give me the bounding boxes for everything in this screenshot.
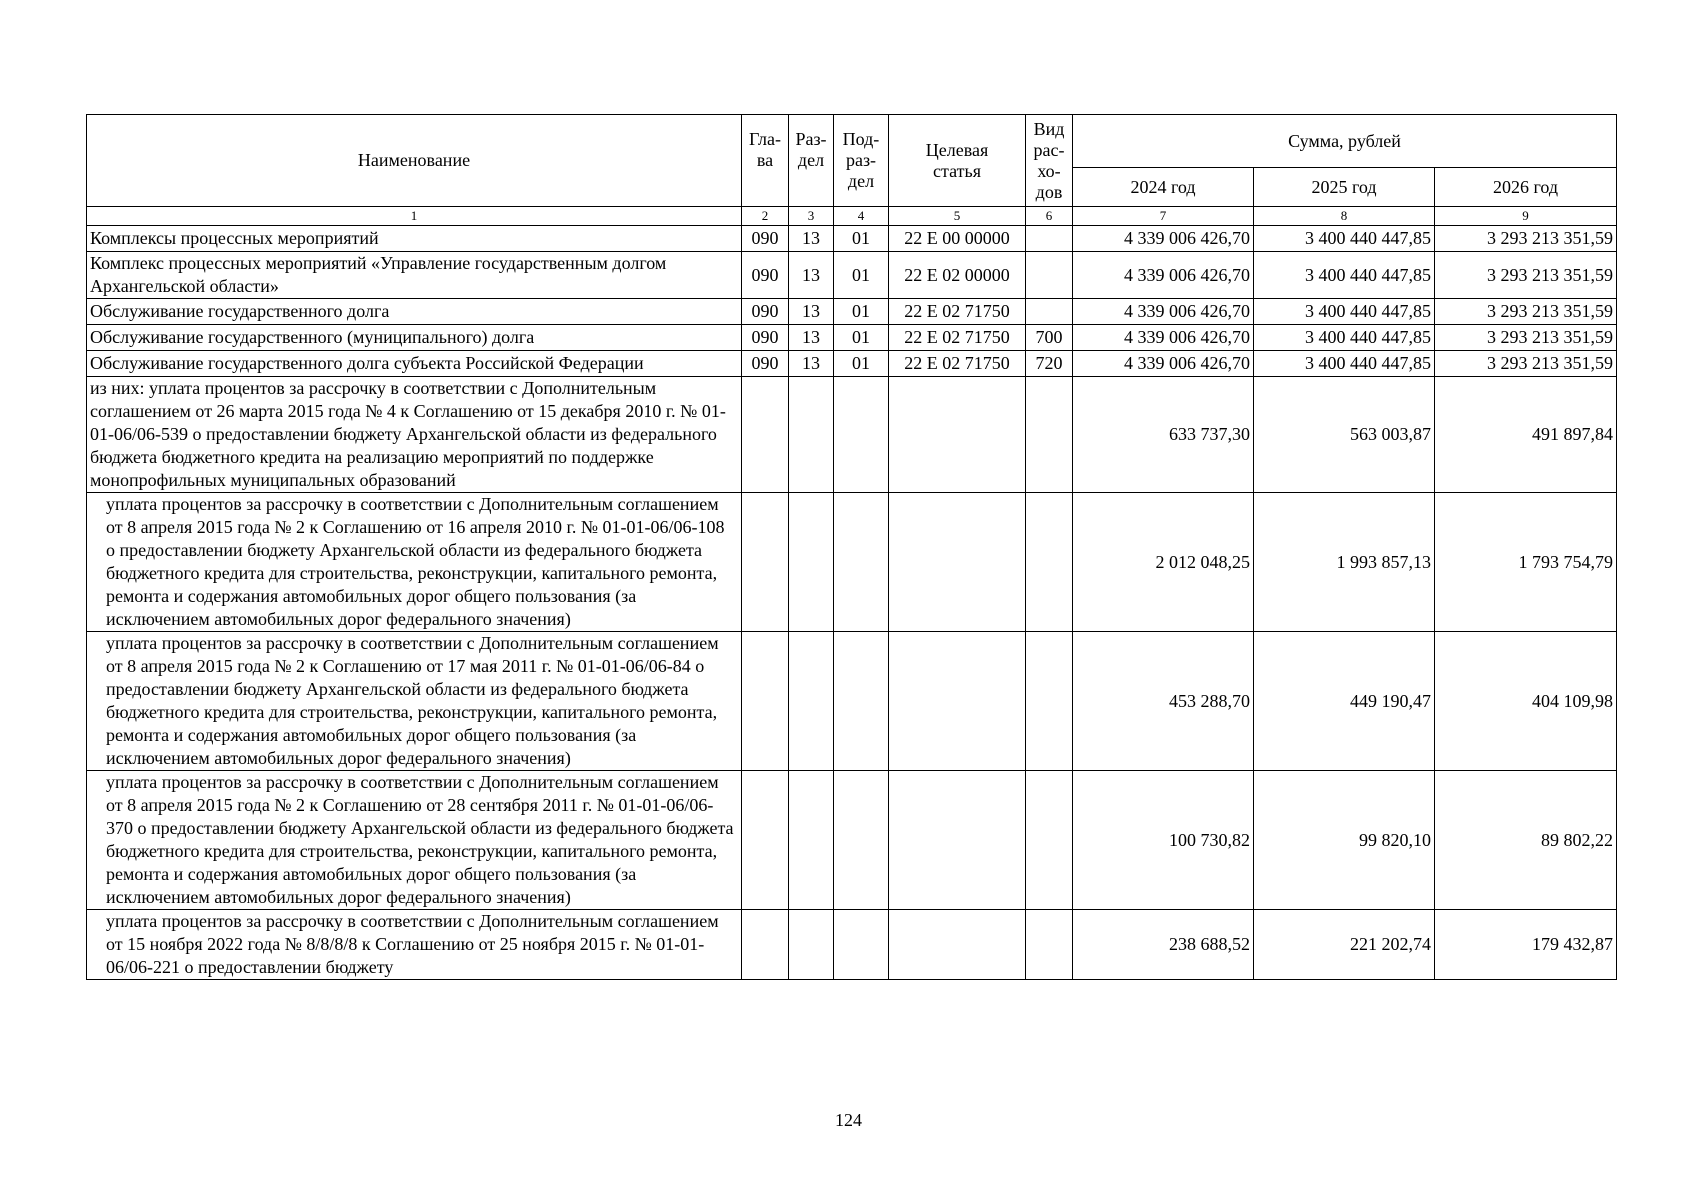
row-sum-2026: 89 802,22	[1435, 771, 1617, 910]
row-sum-2024: 4 339 006 426,70	[1073, 226, 1254, 252]
row-glava: 090	[742, 252, 789, 299]
table-row	[87, 493, 1617, 632]
row-razdel	[789, 771, 834, 910]
row-celevaya: 22 Е 02 71750	[889, 325, 1026, 351]
row-glava	[742, 632, 789, 771]
row-sum-2024: 4 339 006 426,70	[1073, 252, 1254, 299]
row-name: Комплекс процессных мероприятий «Управление государственным долгом Архангельской области»	[87, 252, 742, 299]
row-podrazdel	[834, 910, 889, 980]
row-razdel: 13	[789, 226, 834, 252]
row-name: уплата процентов за рассрочку в соответствии с Дополнительным соглашением от 8 апреля 2015 года № 2 к Соглашению от 28 сентября 2011 г. № 01-01-06/06-370 о предоставлении бюджету Архангельской области из федерального бюджета бюджетного кредита для строительства, реконструкции, капитального ремонта, ремонта и содержания автомобильных дорог общего пользования (за исключением автомобильных дорог федерального значения)	[87, 771, 742, 910]
row-sum-2024: 100 730,82	[1073, 771, 1254, 910]
row-celevaya	[889, 493, 1026, 632]
row-razdel: 13	[789, 252, 834, 299]
row-name: уплата процентов за рассрочку в соответствии с Дополнительным соглашением от 15 ноября 2022 года № 8/8/8/8 к Соглашению от 25 ноября 2015 г. № 01-01-06/06-221 о предоставлении бюджету	[87, 910, 742, 980]
header-summa: Сумма, рублей	[1073, 115, 1617, 168]
row-vid: 700	[1026, 325, 1073, 351]
row-name: уплата процентов за рассрочку в соответствии с Дополнительным соглашением от 8 апреля 2015 года № 2 к Соглашению от 16 апреля 2010 г. № 01-01-06/06-108 о предоставлении бюджету Архангельской области из федерального бюджета бюджетного кредита для строительства, реконструкции, капитального ремонта, ремонта и содержания автомобильных дорог общего пользования (за исключением автомобильных дорог федерального значения)	[87, 493, 742, 632]
row-sum-2025: 563 003,87	[1254, 377, 1435, 493]
row-sum-2026: 179 432,87	[1435, 910, 1617, 980]
row-sum-2026: 3 293 213 351,59	[1435, 299, 1617, 325]
row-razdel: 13	[789, 299, 834, 325]
row-vid	[1026, 493, 1073, 632]
page-number: 124	[835, 1110, 862, 1130]
row-vid	[1026, 377, 1073, 493]
row-vid	[1026, 771, 1073, 910]
header-year-2025: 2025 год	[1254, 168, 1435, 207]
row-sum-2026: 3 293 213 351,59	[1435, 325, 1617, 351]
table-row	[87, 351, 1617, 377]
row-name: Обслуживание государственного долга субъекта Российской Федерации	[87, 351, 742, 377]
row-celevaya: 22 Е 02 71750	[889, 351, 1026, 377]
header-celevaya: Целевая статья	[889, 115, 1026, 207]
row-sum-2024: 2 012 048,25	[1073, 493, 1254, 632]
column-number: 4	[834, 207, 889, 226]
row-sum-2024: 453 288,70	[1073, 632, 1254, 771]
header-podrazdel: Под- раз- дел	[834, 115, 889, 207]
row-name: Комплексы процессных мероприятий	[87, 226, 742, 252]
row-glava: 090	[742, 325, 789, 351]
row-name: уплата процентов за рассрочку в соответствии с Дополнительным соглашением от 8 апреля 2015 года № 2 к Соглашению от 17 мая 2011 г. № 01-01-06/06-84 о предоставлении бюджету Архангельской области из федерального бюджета бюджетного кредита для строительства, реконструкции, капитального ремонта, ремонта и содержания автомобильных дорог общего пользования (за исключением автомобильных дорог федерального значения)	[87, 632, 742, 771]
row-sum-2025: 449 190,47	[1254, 632, 1435, 771]
row-glava	[742, 377, 789, 493]
row-glava: 090	[742, 351, 789, 377]
row-name: из них: уплата процентов за рассрочку в соответствии с Дополнительным соглашением от 26 марта 2015 года № 4 к Соглашению от 15 декабря 2010 г. № 01-01-06/06-539 о предоставлении бюджету Архангельской области из федерального бюджета бюджетного кредита на реализацию мероприятий по поддержке монопрофильных муниципальных образований	[87, 377, 742, 493]
header-glava: Гла- ва	[742, 115, 789, 207]
column-number: 1	[87, 207, 742, 226]
row-sum-2025: 1 993 857,13	[1254, 493, 1435, 632]
header-year-2024: 2024 год	[1073, 168, 1254, 207]
row-sum-2024: 238 688,52	[1073, 910, 1254, 980]
row-sum-2025: 221 202,74	[1254, 910, 1435, 980]
table-row	[87, 252, 1617, 299]
row-celevaya	[889, 910, 1026, 980]
row-sum-2026: 3 293 213 351,59	[1435, 351, 1617, 377]
row-podrazdel: 01	[834, 325, 889, 351]
row-celevaya	[889, 632, 1026, 771]
table-row	[87, 325, 1617, 351]
row-celevaya: 22 Е 02 71750	[889, 299, 1026, 325]
row-sum-2024: 4 339 006 426,70	[1073, 325, 1254, 351]
column-number: 8	[1254, 207, 1435, 226]
column-number: 9	[1435, 207, 1617, 226]
row-razdel	[789, 910, 834, 980]
budget-table-container	[86, 114, 1616, 980]
row-name: Обслуживание государственного долга	[87, 299, 742, 325]
row-sum-2025: 3 400 440 447,85	[1254, 351, 1435, 377]
row-podrazdel: 01	[834, 351, 889, 377]
header-razdel: Раз- дел	[789, 115, 834, 207]
header-year-2026: 2026 год	[1435, 168, 1617, 207]
row-sum-2026: 404 109,98	[1435, 632, 1617, 771]
column-number: 6	[1026, 207, 1073, 226]
table-row	[87, 377, 1617, 493]
row-razdel: 13	[789, 325, 834, 351]
row-celevaya	[889, 771, 1026, 910]
row-celevaya	[889, 377, 1026, 493]
row-name: Обслуживание государственного (муниципального) долга	[87, 325, 742, 351]
table-row	[87, 226, 1617, 252]
table-row	[87, 910, 1617, 980]
row-razdel	[789, 377, 834, 493]
column-number: 3	[789, 207, 834, 226]
budget-table	[86, 114, 1617, 980]
row-sum-2025: 3 400 440 447,85	[1254, 325, 1435, 351]
table-row	[87, 771, 1617, 910]
row-glava	[742, 771, 789, 910]
row-glava: 090	[742, 299, 789, 325]
row-vid	[1026, 226, 1073, 252]
row-podrazdel	[834, 771, 889, 910]
row-podrazdel	[834, 632, 889, 771]
row-vid: 720	[1026, 351, 1073, 377]
row-vid	[1026, 252, 1073, 299]
table-row	[87, 299, 1617, 325]
table-row	[87, 632, 1617, 771]
row-vid	[1026, 910, 1073, 980]
column-number: 2	[742, 207, 789, 226]
row-sum-2024: 4 339 006 426,70	[1073, 299, 1254, 325]
row-glava: 090	[742, 226, 789, 252]
row-sum-2025: 3 400 440 447,85	[1254, 299, 1435, 325]
header-vid: Вид рас- хо- дов	[1026, 115, 1073, 207]
header-name: Наименование	[87, 115, 742, 207]
row-vid	[1026, 632, 1073, 771]
row-razdel	[789, 493, 834, 632]
row-razdel: 13	[789, 351, 834, 377]
row-glava	[742, 493, 789, 632]
row-podrazdel	[834, 377, 889, 493]
row-sum-2024: 4 339 006 426,70	[1073, 351, 1254, 377]
row-podrazdel: 01	[834, 226, 889, 252]
column-number: 7	[1073, 207, 1254, 226]
column-number: 5	[889, 207, 1026, 226]
row-razdel	[789, 632, 834, 771]
row-sum-2025: 3 400 440 447,85	[1254, 226, 1435, 252]
row-sum-2025: 3 400 440 447,85	[1254, 252, 1435, 299]
row-podrazdel: 01	[834, 252, 889, 299]
row-celevaya: 22 Е 02 00000	[889, 252, 1026, 299]
row-sum-2025: 99 820,10	[1254, 771, 1435, 910]
row-sum-2024: 633 737,30	[1073, 377, 1254, 493]
row-sum-2026: 3 293 213 351,59	[1435, 226, 1617, 252]
row-celevaya: 22 Е 00 00000	[889, 226, 1026, 252]
row-sum-2026: 491 897,84	[1435, 377, 1617, 493]
row-glava	[742, 910, 789, 980]
row-podrazdel	[834, 493, 889, 632]
row-vid	[1026, 299, 1073, 325]
row-sum-2026: 1 793 754,79	[1435, 493, 1617, 632]
row-podrazdel: 01	[834, 299, 889, 325]
row-sum-2026: 3 293 213 351,59	[1435, 252, 1617, 299]
